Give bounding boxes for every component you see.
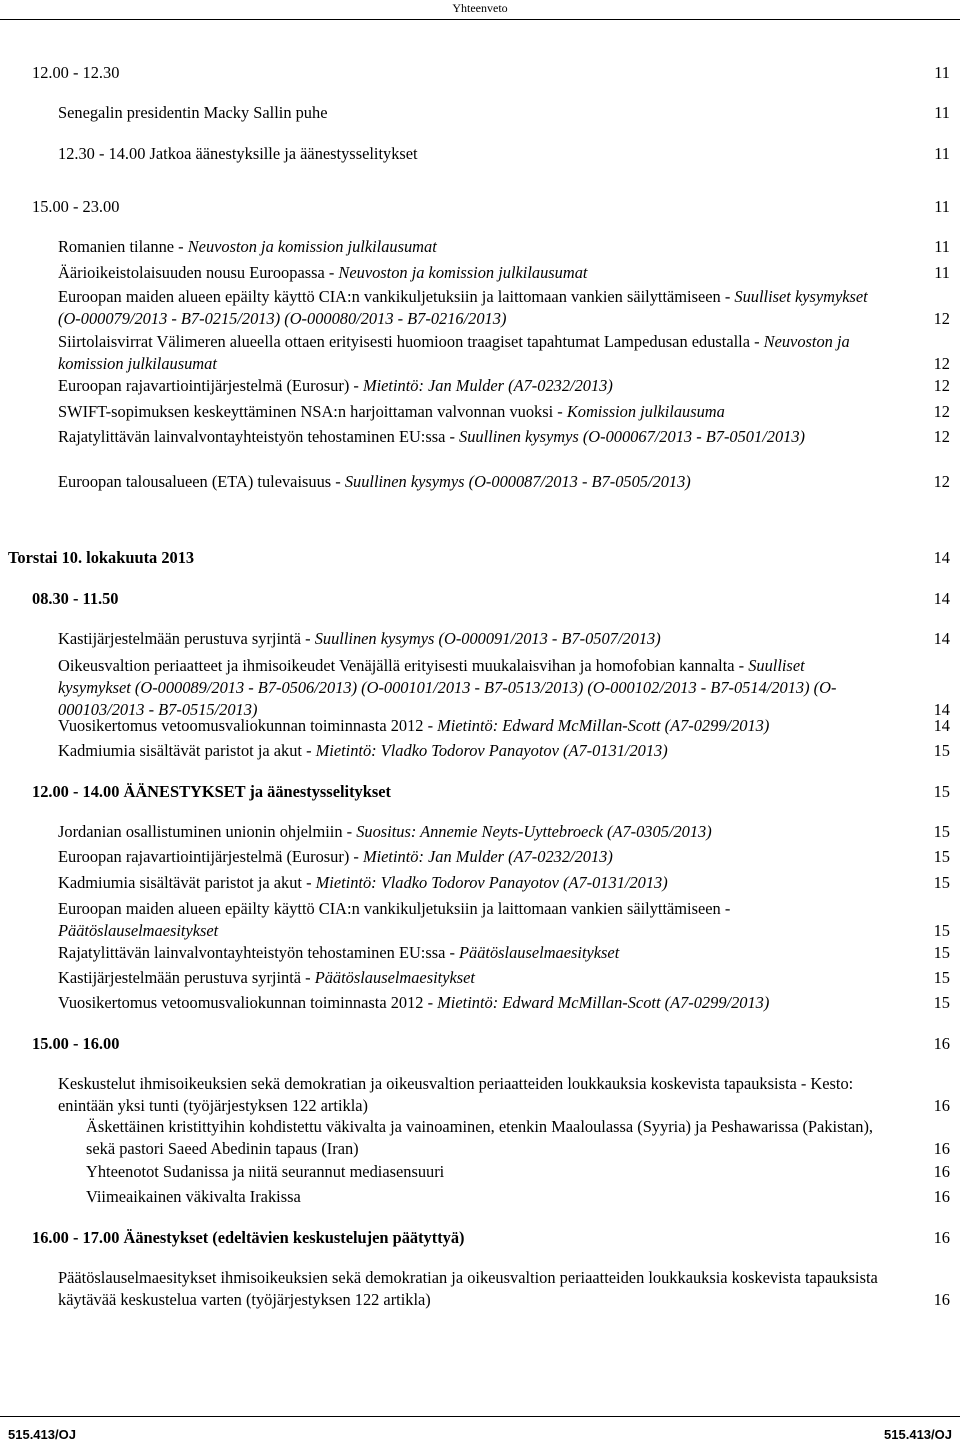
toc-entry: Vuosikertomus vetoomusvaliokunnan toiminnasta 2012 - Mietintö: Edward McMillan-Scott (A7-0299/2013) 14 xyxy=(58,716,950,735)
toc-entry: Kadmiumia sisältävät paristot ja akut - Mietintö: Vladko Todorov Panayotov (A7-0131/2013) 15 xyxy=(58,873,950,892)
toc-entry: Siirtolaisvirrat Välimeren alueella ottaen erityisesti huomioon traagiset tapahtumat Lampedusan edustalla - Neuvoston ja komission julkilausumat 12 xyxy=(58,332,950,373)
toc-entry: Rajatylittävän lainvalvontayhteistyön tehostaminen EU:ssa - Päätöslauselmaesitykset 15 xyxy=(58,943,950,962)
toc-entry: Rajatylittävän lainvalvontayhteistyön tehostaminen EU:ssa - Suullinen kysymys (O-000067/2013 - B7-0501/2013) 12 xyxy=(58,427,950,446)
toc-entry: Romanien tilanne - Neuvoston ja komission julkilausumat 11 xyxy=(58,237,950,256)
toc-entry: Äärioikeistolaisuuden nousu Euroopassa - Neuvoston ja komission julkilausumat 11 xyxy=(58,263,950,282)
toc-entry: 12.30 - 14.00 Jatkoa äänestyksille ja äänestysselitykset 11 xyxy=(58,144,950,163)
toc-entry: SWIFT-sopimuksen keskeyttäminen NSA:n harjoittaman valvonnan vuoksi - Komission julkilausuma 12 xyxy=(58,402,950,421)
toc-entry: 12.00 - 12.30 11 xyxy=(32,63,950,82)
toc-entry: Euroopan maiden alueen epäilty käyttö CIA:n vankikuljetuksiin ja laittomaan vankien säilyttämiseen - Suulliset kysymykset (O-000079/2013 - B7-0215/2013) (O-000080/2013 - B7-0216/2013) 12 xyxy=(58,287,950,328)
toc-entry: Äskettäinen kristittyihin kohdistettu väkivalta ja vainoaminen, etenkin Maaloulassa (Syyria) ja Peshawarissa (Pakistan), sekä pastori Saeed Abedinin tapaus (Iran) 16 xyxy=(86,1117,950,1158)
toc-day-heading: Torstai 10. lokakuuta 2013 14 xyxy=(8,548,950,567)
toc-entry: Euroopan rajavartiointijärjestelmä (Eurosur) - Mietintö: Jan Mulder (A7-0232/2013) 12 xyxy=(58,376,950,395)
toc-entry: Euroopan rajavartiointijärjestelmä (Eurosur) - Mietintö: Jan Mulder (A7-0232/2013) 15 xyxy=(58,847,950,866)
toc-entry: 15.00 - 23.00 11 xyxy=(32,197,950,216)
footer-doc-id-right: 515.413/OJ xyxy=(884,1427,952,1442)
toc-entry: Senegalin presidentin Macky Sallin puhe 11 xyxy=(58,103,950,122)
toc-entry: 12.00 - 14.00 ÄÄNESTYKSET ja äänestysselitykset 15 xyxy=(32,782,950,801)
toc-entry: Yhteenotot Sudanissa ja niitä seurannut mediasensuuri 16 xyxy=(86,1162,950,1181)
toc-entry: 16.00 - 17.00 Äänestykset (edeltävien keskustelujen päätyttyä) 16 xyxy=(32,1228,950,1247)
toc-entry: Kastijärjestelmään perustuva syrjintä - Suullinen kysymys (O-000091/2013 - B7-0507/2013) 14 xyxy=(58,629,950,648)
toc-entry: Kastijärjestelmään perustuva syrjintä - Päätöslauselmaesitykset 15 xyxy=(58,968,950,987)
footer-doc-id-left: 515.413/OJ xyxy=(8,1427,76,1442)
toc-entry: Oikeusvaltion periaatteet ja ihmisoikeudet Venäjällä erityisesti muukalaisvihan ja homofobian kannalta - Suulliset kysymykset (O-000089/2013 - B7-0506/2013) (O-000101/2013 - B7-0513/2013) (O-000102/2013 - B7-0514/2013) (O-000103/2013 - B7-0515/2013) 14 xyxy=(58,656,950,719)
toc-entry: Päätöslauselmaesitykset ihmisoikeuksien sekä demokratian ja oikeusvaltion periaatteiden loukkauksia koskevista tapauksista käytävää keskustelua varten (työjärjestyksen 122 artikla) 16 xyxy=(58,1268,950,1309)
toc-entry: Keskustelut ihmisoikeuksien sekä demokratian ja oikeusvaltion periaatteiden loukkauksia koskevista tapauksista - Kesto: enintään yksi tunti (työjärjestyksen 122 artikla) 16 xyxy=(58,1074,950,1115)
toc-entry: 08.30 - 11.50 14 xyxy=(32,589,950,608)
toc-entry: 15.00 - 16.00 16 xyxy=(32,1034,950,1053)
header-title: Yhteenveto xyxy=(452,1,508,15)
toc-entry: Viimeaikainen väkivalta Irakissa 16 xyxy=(86,1187,950,1206)
toc-entry: Jordanian osallistuminen unionin ohjelmiin - Suositus: Annemie Neyts-Uyttebroeck (A7-0305/2013) 15 xyxy=(58,822,950,841)
page-footer xyxy=(0,1416,960,1442)
toc-entry: Euroopan maiden alueen epäilty käyttö CIA:n vankikuljetuksiin ja laittomaan vankien säilyttämiseen - Päätöslauselmaesitykset 15 xyxy=(58,899,950,940)
toc-entry: Vuosikertomus vetoomusvaliokunnan toiminnasta 2012 - Mietintö: Edward McMillan-Scott (A7-0299/2013) 15 xyxy=(58,993,950,1012)
toc-entry: Euroopan talousalueen (ETA) tulevaisuus - Suullinen kysymys (O-000087/2013 - B7-0505/2013) 12 xyxy=(58,472,950,491)
toc-entry: Kadmiumia sisältävät paristot ja akut - Mietintö: Vladko Todorov Panayotov (A7-0131/2013) 15 xyxy=(58,741,950,760)
